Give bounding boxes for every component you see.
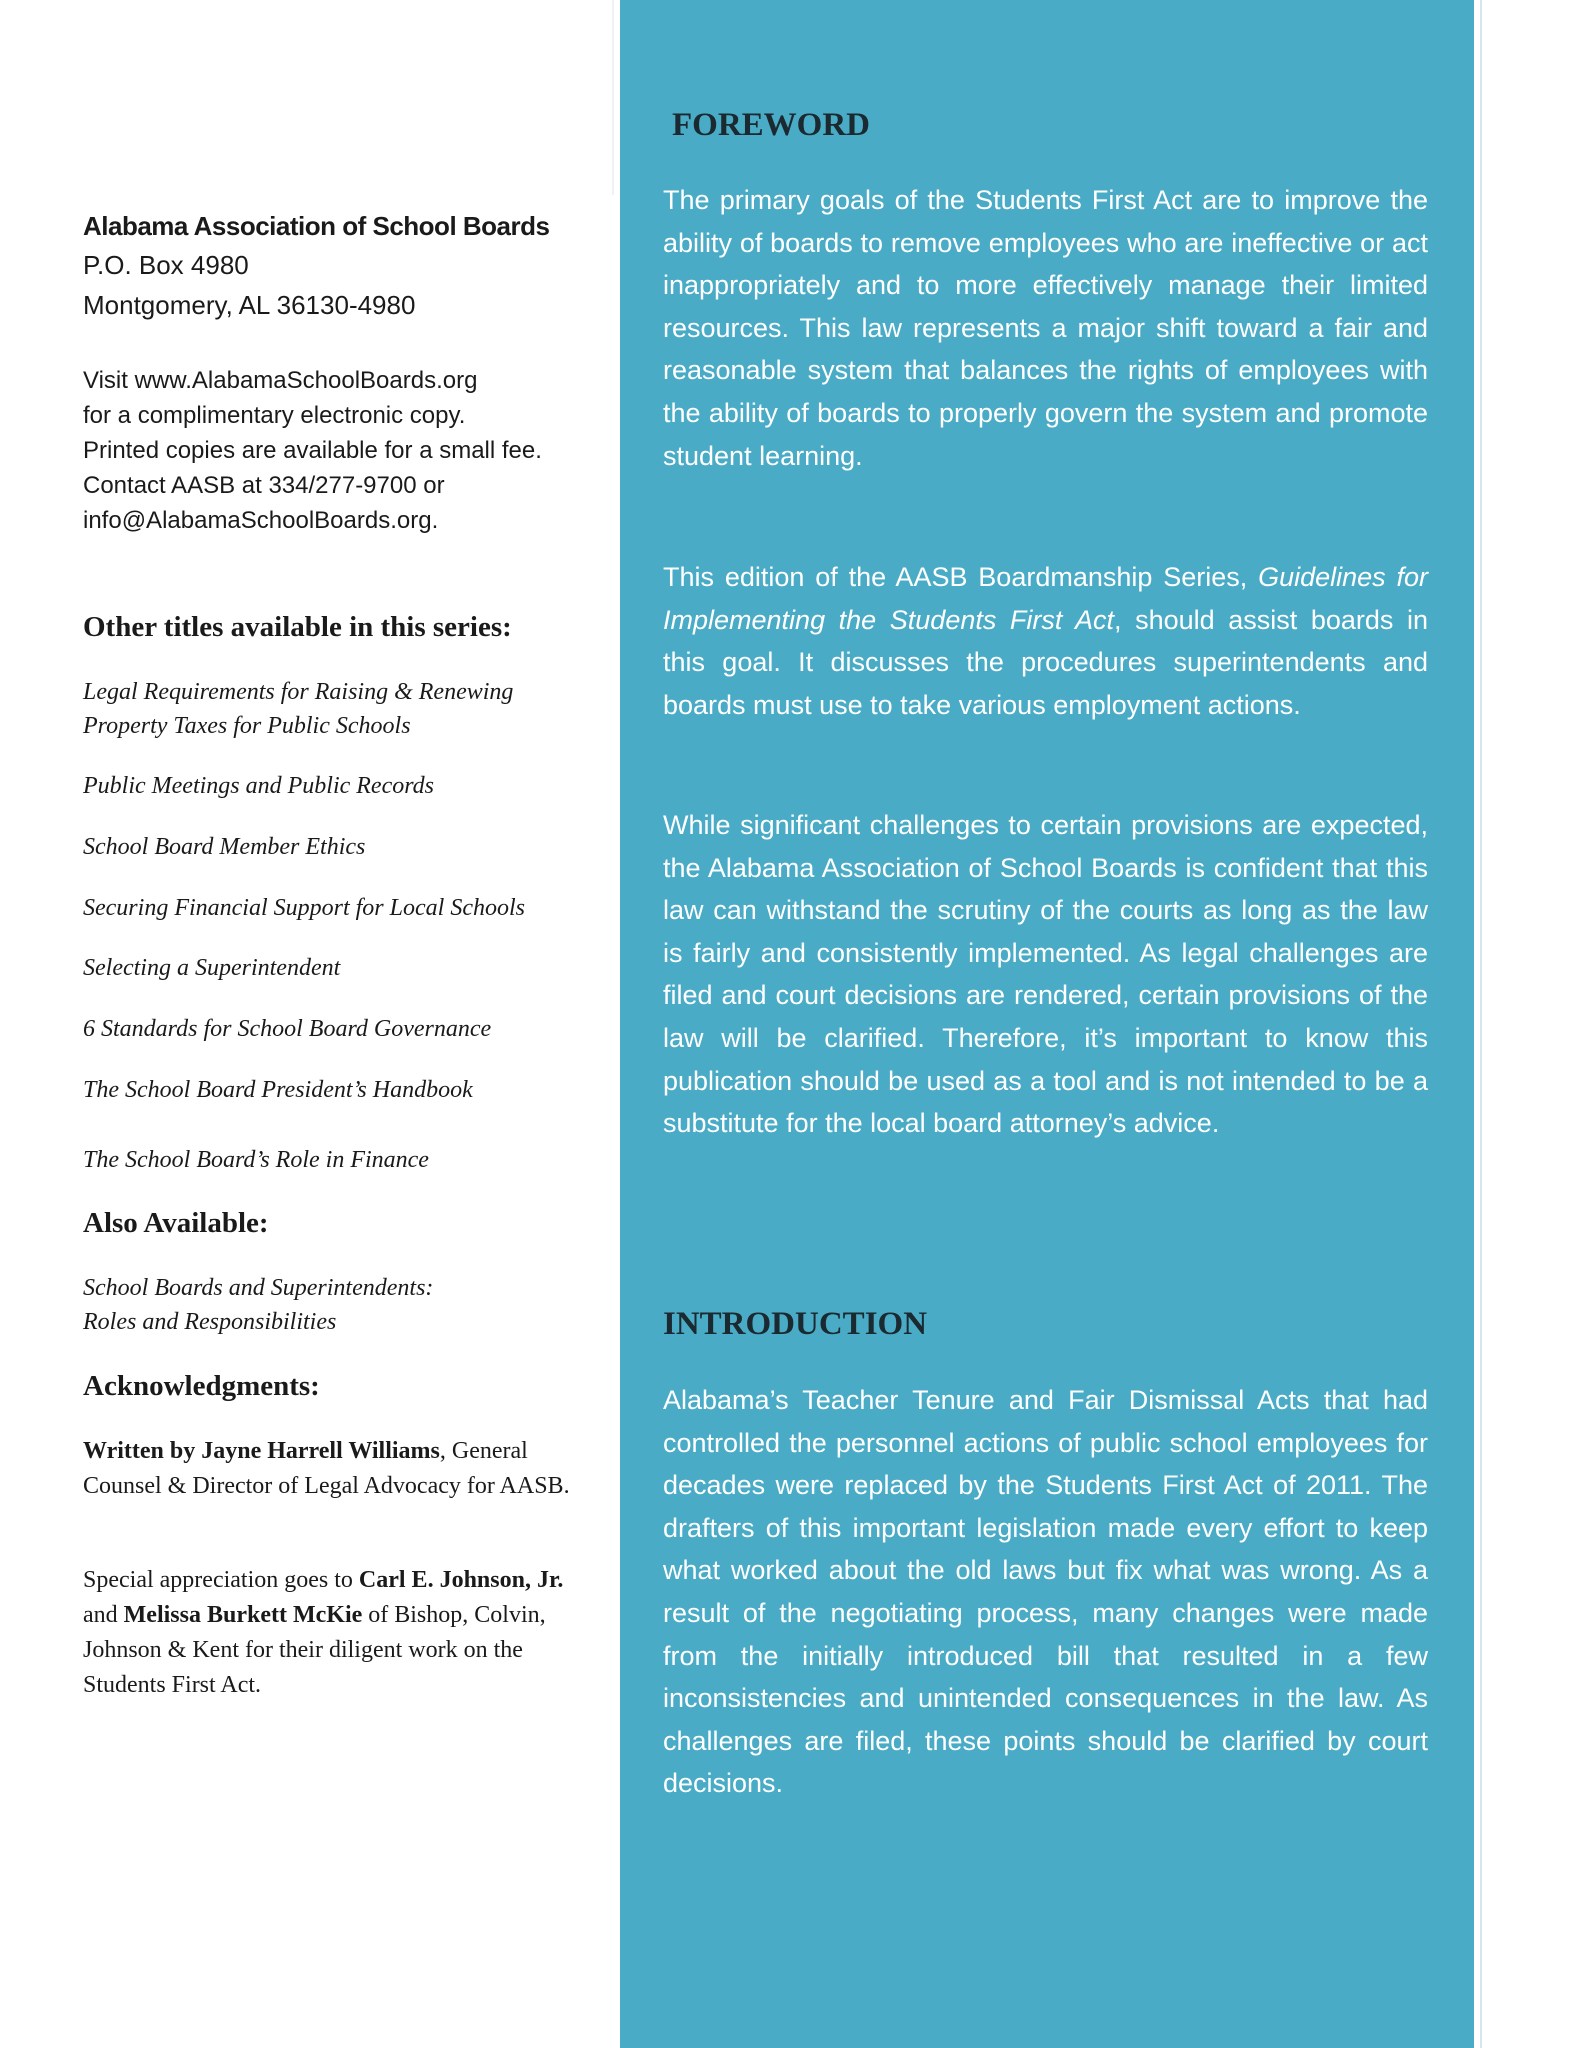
title-item: The School Board’s Role in Finance bbox=[83, 1147, 429, 1173]
foreword-paragraph-2: This edition of the AASB Boardmanship Series, Guidelines for Implementing the Students First Act, should assist boards in this goal. It discusses the procedures superintendents and boards must use to take various employment actions. bbox=[663, 562, 1429, 720]
title-item: Public Meetings and Public Records bbox=[83, 773, 435, 799]
other-titles-heading: Other titles available in this series: bbox=[83, 611, 512, 643]
visit-info bbox=[83, 363, 603, 538]
also-item: School Boards and Superintendents: Roles and Responsibilities bbox=[83, 1275, 434, 1335]
visit-line: Contact AASB at 334/277-9700 or bbox=[83, 472, 445, 499]
visit-line: for a complimentary electronic copy. bbox=[83, 402, 466, 429]
visit-line: Printed copies are available for a small fee. bbox=[83, 437, 542, 464]
page-edge bbox=[1480, 0, 1482, 2048]
title-item: The School Board President’s Handbook bbox=[83, 1077, 473, 1103]
title-item: School Board Member Ethics bbox=[83, 834, 366, 860]
divider bbox=[612, 0, 614, 195]
also-available-heading: Also Available: bbox=[83, 1207, 269, 1239]
visit-line: info@AlabamaSchoolBoards.org. bbox=[83, 507, 439, 534]
title-item: Securing Financial Support for Local Schools bbox=[83, 895, 525, 921]
po-box: P.O. Box 4980 bbox=[83, 250, 249, 280]
introduction-paragraph: Alabama’s Teacher Tenure and Fair Dismissal Acts that had controlled the personnel actions of public school employees for decades were replaced by the Students First Act of 2011. The drafters of this important legislation made every effort to keep what worked about the old laws but fix what was wrong. As a result of the negotiating process, many changes were made from the initially introduced bill that resulted in a few inconsistencies and unintended consequences in the law. As challenges are filed, these points should be clarified by court decisions. bbox=[663, 1385, 1428, 1799]
written-by: Written by Jayne Harrell Williams, General Counsel & Director of Legal Advocacy for AASB. bbox=[83, 1438, 570, 1499]
foreword-heading: FOREWORD bbox=[672, 107, 870, 143]
foreword-paragraph-3: While significant challenges to certain provisions are expected, the Alabama Association of School Boards is confident that this law can withstand the scrutiny of the courts as long as the law is fairly and consistently implemented. As legal challenges are filed and court decisions are rendered, certain provisions of the law will be clarified. Therefore, it’s important to know this publication should be used as a tool and is not intended to be a substitute for the local board attorney’s advice. bbox=[663, 810, 1428, 1139]
title-item: Selecting a Superintendent bbox=[83, 955, 341, 981]
acknowledgments-heading: Acknowledgments: bbox=[83, 1370, 320, 1402]
visit-line: Visit www.AlabamaSchoolBoards.org bbox=[83, 367, 478, 394]
city: Montgomery, AL 36130-4980 bbox=[83, 290, 416, 320]
title-item: Legal Requirements for Raising & Renewing Property Taxes for Public Schools bbox=[83, 679, 514, 739]
introduction-heading: INTRODUCTION bbox=[663, 1306, 928, 1342]
title-item: 6 Standards for School Board Governance bbox=[83, 1016, 492, 1042]
org-name: Alabama Association of School Boards bbox=[83, 211, 550, 241]
special-appreciation: Special appreciation goes to Carl E. Johnson, Jr. and Melissa Burkett McKie of Bishop, Colvin, Johnson & Kent for their diligent work on the Students First Act. bbox=[83, 1567, 564, 1698]
foreword-paragraph-1: The primary goals of the Students First Act are to improve the ability of boards to remove employees who are ineffective or act inappropriately and to more effectively manage their limited resources. This law represents a major shift toward a fair and reasonable system that balances the rights of employees with the ability of boards to properly govern the system and promote student learning. bbox=[663, 185, 1428, 471]
